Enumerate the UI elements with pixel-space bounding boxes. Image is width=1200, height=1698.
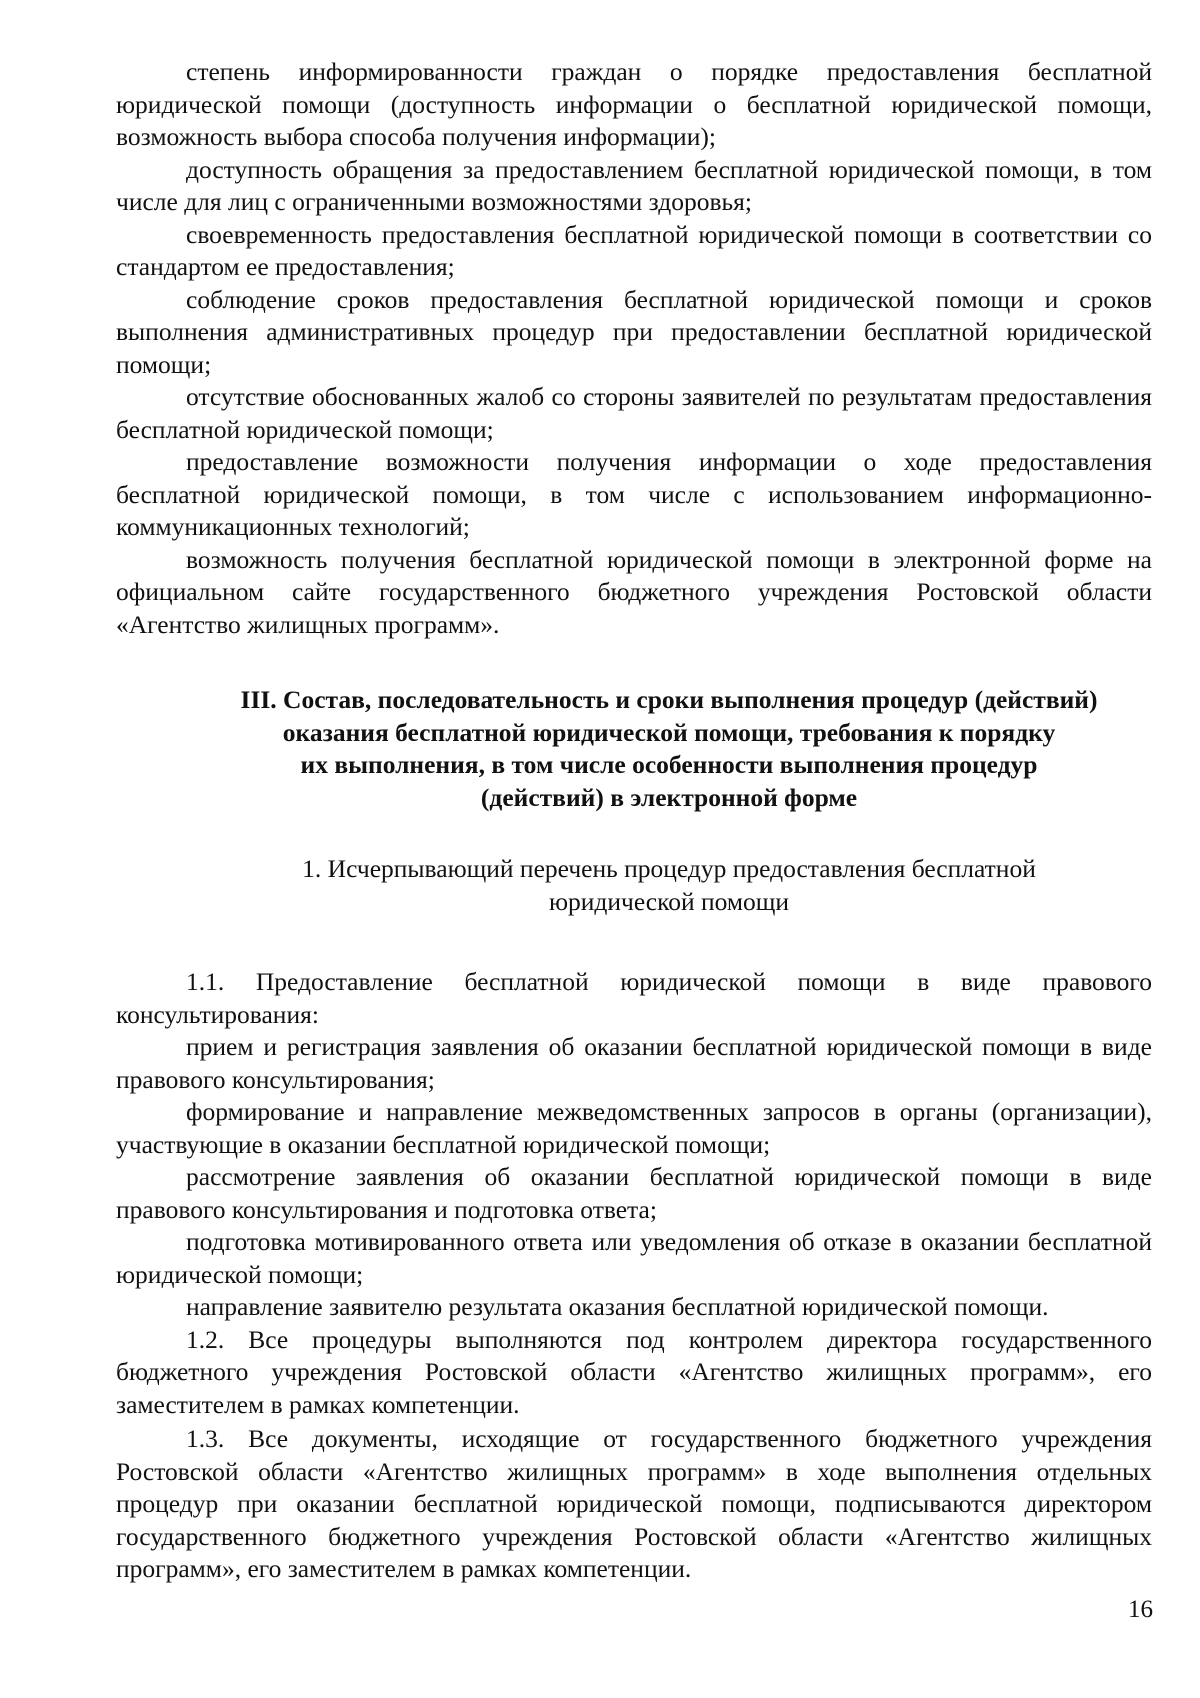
section-heading-line: (действий) в электронной форме	[480, 782, 858, 812]
paragraph: формирование и направление межведомственных запросов в органы (организации), участвующие в оказании бесплатной юридической помощи;	[116, 1097, 1152, 1159]
paragraph: возможность получения бесплатной юридической помощи в электронной форме на официальном сайте государственного бюджетного учреждения Ростовской области «Агентство жилищных программ».	[116, 544, 1152, 639]
section-heading-line: их выполнения, в том числе особенности выполнения процедур	[300, 750, 1038, 779]
document-page	[116, 56, 1152, 1586]
section-heading-line: оказания бесплатной юридической помощи, требования к порядку	[282, 717, 1056, 747]
page-number: 16	[1128, 1596, 1153, 1623]
paragraph: степень информированности граждан о порядке предоставления бесплатной юридической помощи (доступность информации о бесплатной юридической помощи, возможность выбора способа получения информации);	[116, 57, 1152, 151]
paragraph: подготовка мотивированного ответа или уведомления об отказе в оказании бесплатной юридической помощи;	[116, 1227, 1152, 1289]
paragraph: направление заявителю результата оказания бесплатной юридической помощи.	[186, 1292, 1049, 1321]
paragraph: 1.1. Предоставление бесплатной юридической помощи в виде правового консультирования:	[116, 967, 1152, 1029]
subsection-heading-line: 1. Исчерпывающий перечень процедур предоставления бесплатной	[302, 854, 1036, 883]
paragraph: доступность обращения за предоставлением бесплатной юридической помощи, в том числе для лиц с ограниченными возможностями здоровья;	[116, 154, 1152, 216]
paragraph: предоставление возможности получения информации о ходе предоставления бесплатной юридической помощи, в том числе с использованием информационно-коммуникационных технологий;	[116, 447, 1152, 541]
paragraph: прием и регистрация заявления об оказании бесплатной юридической помощи в виде правового консультирования;	[116, 1032, 1152, 1094]
paragraph: соблюдение сроков предоставления бесплатной юридической помощи и сроков выполнения административных процедур при предоставлении бесплатной юридической помощи;	[116, 284, 1152, 379]
section-heading	[116, 684, 1152, 814]
section-heading-line: III. Состав, последовательность и сроки выполнения процедур (действий)	[240, 685, 1098, 714]
paragraph: рассмотрение заявления об оказании бесплатной юридической помощи в виде правового консультирования и подготовка ответа;	[116, 1162, 1152, 1224]
paragraph: 1.2. Все процедуры выполняются под контролем директора государственного бюджетного учреждения Ростовской области «Агентство жилищных программ», его заместителем в рамках компетенции.	[116, 1324, 1152, 1419]
subsection-heading	[116, 853, 1152, 918]
paragraph: 1.3. Все документы, исходящие от государственного бюджетного учреждения Ростовской области «Агентство жилищных программ» в ходе выполнения отдельных процедур при оказании бесплатной юридической помощи, подписываются директором государственного бюджетного учреждения Ростовской области «Агентство жилищных программ», его заместителем в рамках компетенции.	[116, 1424, 1152, 1583]
paragraph: своевременность предоставления бесплатной юридической помощи в соответствии со стандартом ее предоставления;	[116, 219, 1152, 281]
paragraph: отсутствие обоснованных жалоб со стороны заявителей по результатам предоставления бесплатной юридической помощи;	[116, 382, 1152, 444]
subsection-heading-line: юридической помощи	[548, 886, 790, 916]
